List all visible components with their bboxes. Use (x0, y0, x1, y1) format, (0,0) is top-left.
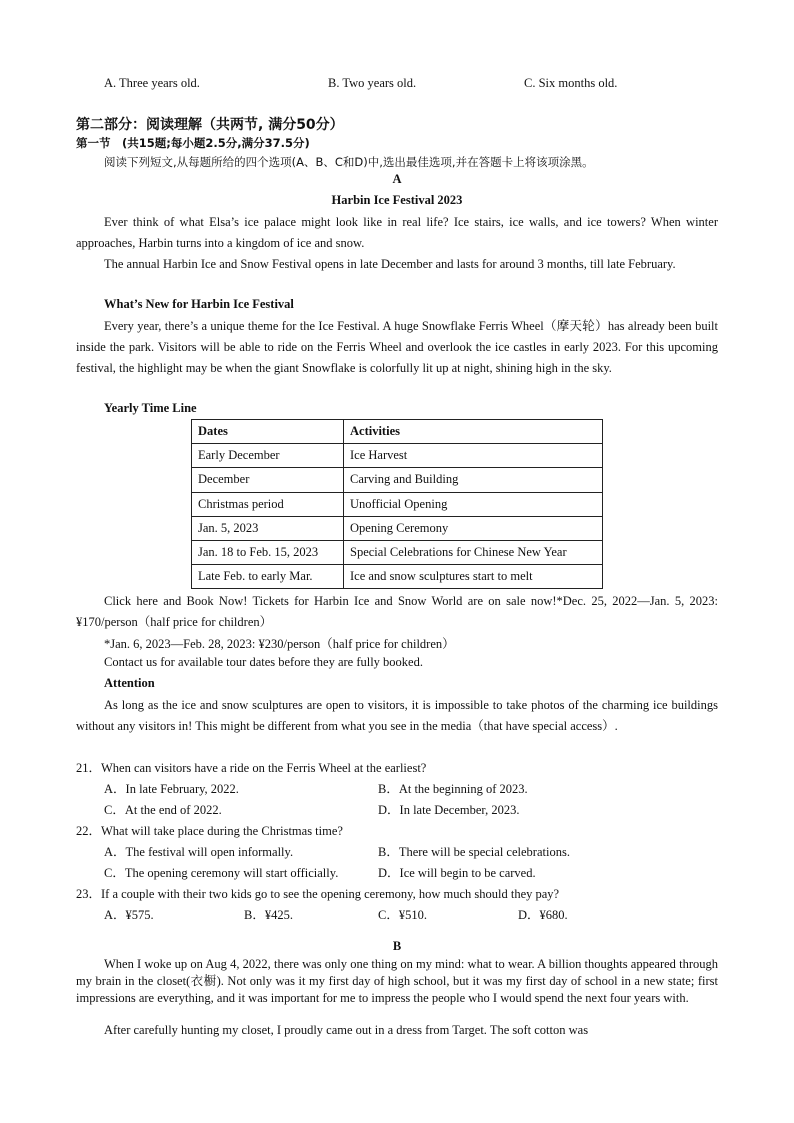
passage-b-letter: B (392, 939, 402, 953)
contact-line: Contact us for available tour dates before they are fully booked. (104, 655, 423, 669)
table-header-dates: Dates (192, 420, 344, 444)
passage-a-letter: A (392, 172, 402, 186)
table-cell-date: Jan. 18 to Feb. 15, 2023 (192, 540, 344, 564)
table-row (192, 492, 603, 516)
table-cell-date: Early December (192, 444, 344, 468)
tickets-line-2: *Jan. 6, 2023—Feb. 28, 2023: ¥230/person（half price for children） (104, 637, 455, 651)
passage-a-paragraph-3: Every year, there’s a unique theme for the Ice Festival. A huge Snowflake Ferris Wheel（摩天轮）has already been built inside the park. Visitors will be able to ride on the Ferris Wheel and overlook the ice castles in early 2023. For this upcoming festival, the highlight may be when the giant Snowflake is colorfully lit up at night, shining high in the sky. (76, 319, 718, 375)
table-cell-activity: Special Celebrations for Chinese New Year (344, 540, 603, 564)
prev-option-b: B. Two years old. (328, 76, 417, 90)
prev-option-c: C. Six months old. (524, 76, 618, 90)
tickets-line: Click here and Book Now! Tickets for Harbin Ice and Snow World are on sale now!*Dec. 25, 2022—Jan. 5, 2023: ¥170/person（half price for children） (76, 594, 718, 629)
passage-a-paragraph-2: The annual Harbin Ice and Snow Festival opens in late December and lasts for around 3 months, till late February. (104, 257, 676, 271)
passage-a-title: Harbin Ice Festival 2023 (331, 193, 463, 207)
table-cell-activity: Ice Harvest (344, 444, 603, 468)
table-row (192, 565, 603, 589)
q22-option-b: B．There will be special celebrations. (378, 845, 570, 859)
timeline-heading: Yearly Time Line (104, 401, 197, 415)
table-row (192, 516, 603, 540)
table-cell-date: December (192, 468, 344, 492)
question-23: 23．If a couple with their two kids go to see the opening ceremony, how much should they pay? (76, 887, 560, 901)
q23-option-a: A．¥575. (104, 908, 154, 922)
question-22: 22．What will take place during the Christmas time? (76, 824, 343, 838)
prev-option-a: A. Three years old. (104, 76, 200, 90)
instructions: 阅读下列短文,从每题所给的四个选项(A、B、C和D)中,选出最佳选项,并在答题卡上将该项涂黑。 (104, 155, 594, 169)
part2-title: 第二部分：阅读理解（共两节, 满分50分） (76, 117, 344, 133)
timeline-table (191, 419, 603, 589)
table-cell-activity: Carving and Building (344, 468, 603, 492)
attention-text: As long as the ice and snow sculptures are open to visitors, it is impossible to take photos of the charming ice buildings without any visitors in! This might be different from what you see in the media（that have special access）. (76, 698, 718, 733)
table-row (192, 540, 603, 564)
q22-option-d: D．Ice will begin to be carved. (378, 866, 536, 880)
passage-b-paragraph-1: When I woke up on Aug 4, 2022, there was only one thing on my mind: what to wear. A billion thoughts appeared through my brain in the closet(衣橱). Not only was it my first day of high school, but it was my first day of school in a new state; first impressions are everything, and it was important for me to impress the people who I would spend the next four years with. (76, 957, 718, 1005)
q21-option-b: B．At the beginning of 2023. (378, 782, 528, 796)
passage-a-paragraph-1: Ever think of what Elsa’s ice palace might look like in real life? Ice stairs, ice walls, and ice towers? When winter approaches, Harbin turns into a kingdom of ice and snow. (76, 215, 718, 250)
table-header-row (192, 420, 603, 444)
q22-option-c: C．The opening ceremony will start officially. (104, 866, 339, 880)
table-cell-date: Jan. 5, 2023 (192, 516, 344, 540)
question-21: 21．When can visitors have a ride on the Ferris Wheel at the earliest? (76, 761, 427, 775)
attention-heading: Attention (104, 676, 155, 690)
whats-new-heading: What’s New for Harbin Ice Festival (104, 297, 294, 311)
q23-option-c: C．¥510. (378, 908, 427, 922)
passage-b-paragraph-2: After carefully hunting my closet, I proudly came out in a dress from Target. The soft cotton was (104, 1023, 589, 1037)
table-cell-activity: Opening Ceremony (344, 516, 603, 540)
q21-option-d: D．In late December, 2023. (378, 803, 520, 817)
table-cell-activity: Ice and snow sculptures start to melt (344, 565, 603, 589)
q23-option-b: B．¥425. (244, 908, 293, 922)
table-cell-activity: Unofficial Opening (344, 492, 603, 516)
table-header-activities: Activities (344, 420, 603, 444)
table-row (192, 444, 603, 468)
table-cell-date: Christmas period (192, 492, 344, 516)
q21-option-c: C．At the end of 2022. (104, 803, 222, 817)
table-cell-date: Late Feb. to early Mar. (192, 565, 344, 589)
q23-option-d: D．¥680. (518, 908, 568, 922)
section1-title: 第一节 (共15题;每小题2.5分,满分37.5分) (76, 136, 310, 150)
q22-option-a: A．The festival will open informally. (104, 845, 294, 859)
q21-option-a: A．In late February, 2022. (104, 782, 239, 796)
table-row (192, 468, 603, 492)
